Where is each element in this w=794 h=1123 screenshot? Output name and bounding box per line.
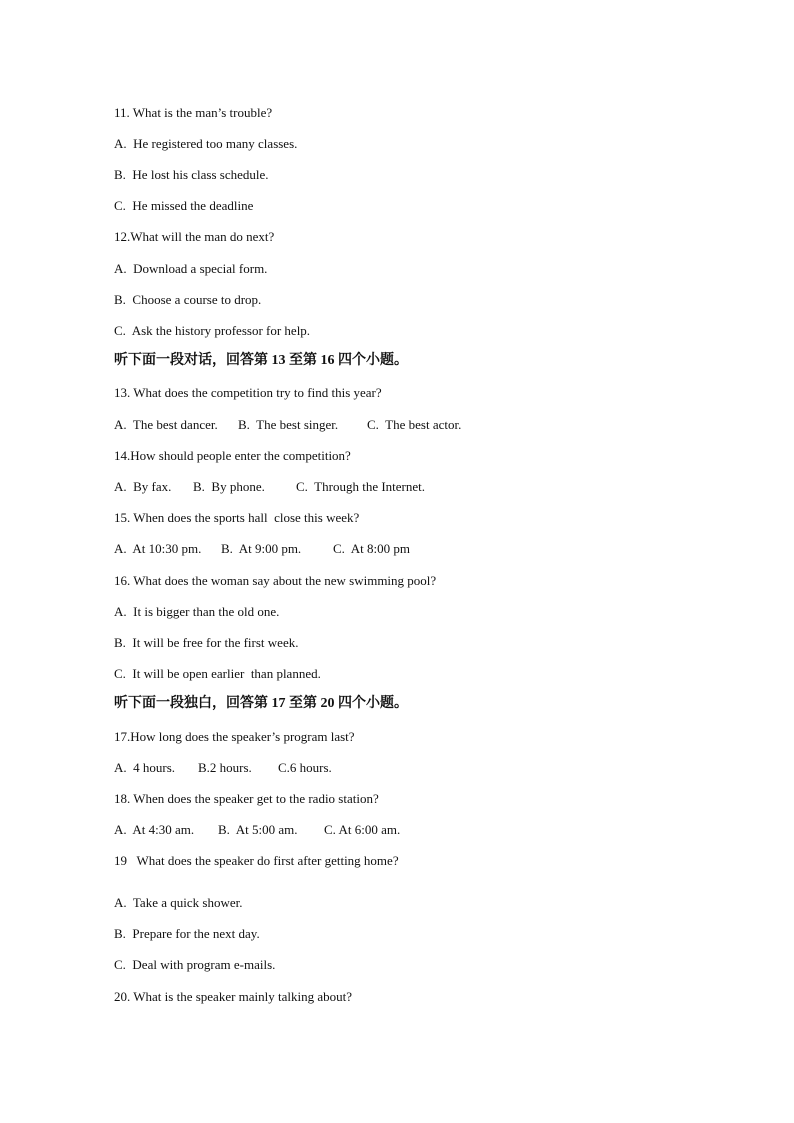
question-14-option-b: B. By phone. bbox=[193, 479, 265, 494]
question-20-stem: 20. What is the speaker mainly talking about? bbox=[114, 989, 353, 1004]
question-18-option-a: A. At 4:30 am. bbox=[114, 822, 195, 837]
question-11-option-c: C. He missed the deadline bbox=[114, 198, 254, 213]
question-17-stem: 17.How long does the speaker’s program last? bbox=[114, 729, 355, 744]
question-13-stem: 13. What does the competition try to find this year? bbox=[114, 385, 382, 400]
question-11-option-a: A. He registered too many classes. bbox=[114, 136, 298, 151]
section-heading-13-16: 听下面一段对话，回答第 13 至第 16 四个小题。 bbox=[114, 353, 408, 368]
question-17-options bbox=[114, 760, 332, 776]
question-18-option-b: B. At 5:00 am. bbox=[218, 822, 298, 837]
question-16-option-b: B. It will be free for the first week. bbox=[114, 635, 299, 650]
question-16-stem: 16. What does the woman say about the new swimming pool? bbox=[114, 573, 437, 588]
question-13-options bbox=[114, 417, 461, 433]
question-17-option-a: A. 4 hours. bbox=[114, 760, 176, 775]
question-18-stem: 18. When does the speaker get to the radio station? bbox=[114, 791, 379, 806]
question-19-option-c: C. Deal with program e-mails. bbox=[114, 957, 276, 972]
question-15-option-b: B. At 9:00 pm. bbox=[221, 541, 302, 556]
question-13-option-c: C. The best actor. bbox=[367, 417, 462, 432]
question-14-options bbox=[114, 479, 425, 495]
question-17-option-c: C.6 hours. bbox=[278, 760, 332, 775]
question-12-option-c: C. Ask the history professor for help. bbox=[114, 323, 311, 338]
question-14-option-c: C. Through the Internet. bbox=[296, 479, 426, 494]
question-15-options bbox=[114, 541, 410, 557]
question-11-stem: 11. What is the man’s trouble? bbox=[114, 105, 273, 120]
question-17-option-b: B.2 hours. bbox=[198, 760, 252, 775]
question-15-option-a: A. At 10:30 pm. bbox=[114, 541, 202, 556]
question-14-option-a: A. By fax. bbox=[114, 479, 172, 494]
question-15-stem: 15. When does the sports hall close this week? bbox=[114, 510, 360, 525]
question-11-option-b: B. He lost his class schedule. bbox=[114, 167, 269, 182]
question-13-option-b: B. The best singer. bbox=[238, 417, 339, 432]
question-12-option-a: A. Download a special form. bbox=[114, 261, 268, 276]
question-16-option-a: A. It is bigger than the old one. bbox=[114, 604, 280, 619]
question-15-option-c: C. At 8:00 pm bbox=[333, 541, 410, 556]
question-18-option-c: C. At 6:00 am. bbox=[324, 822, 401, 837]
question-12-stem: 12.What will the man do next? bbox=[114, 229, 275, 244]
question-18-options bbox=[114, 822, 400, 838]
question-19-stem: 19 What does the speaker do first after getting home? bbox=[114, 853, 399, 868]
question-12-option-b: B. Choose a course to drop. bbox=[114, 292, 262, 307]
section-heading-17-20: 听下面一段独白，回答第 17 至第 20 四个小题。 bbox=[114, 696, 408, 711]
question-14-stem: 14.How should people enter the competition? bbox=[114, 448, 351, 463]
question-16-option-c: C. It will be open earlier than planned. bbox=[114, 666, 321, 681]
question-19-option-b: B. Prepare for the next day. bbox=[114, 926, 260, 941]
question-19-option-a: A. Take a quick shower. bbox=[114, 895, 243, 910]
question-13-option-a: A. The best dancer. bbox=[114, 417, 218, 432]
